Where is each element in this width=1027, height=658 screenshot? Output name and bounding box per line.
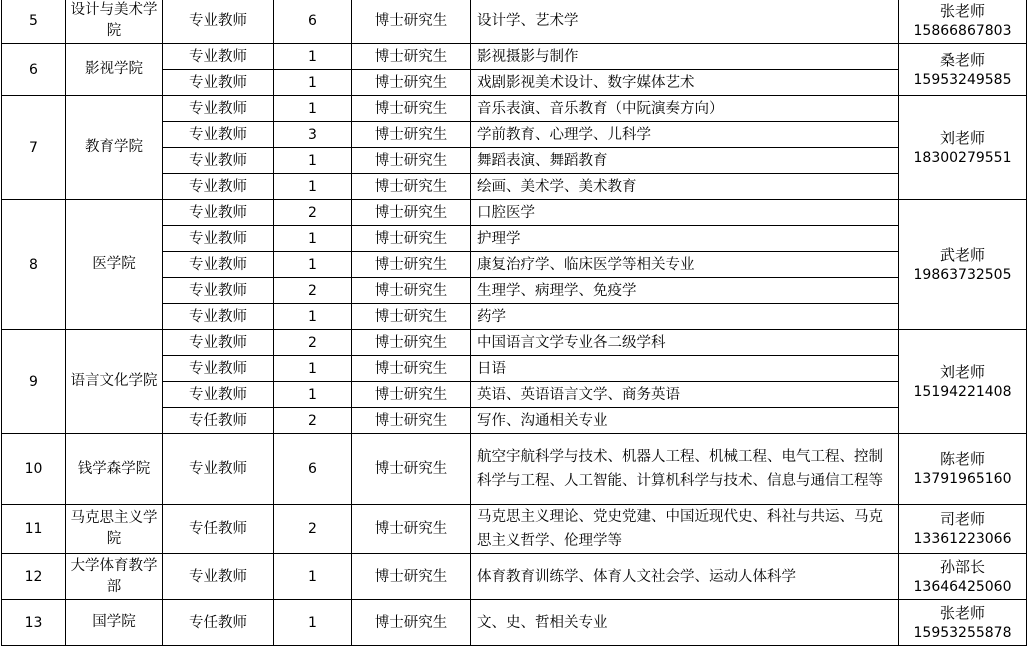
headcount-cell: 1 [274, 226, 352, 252]
major-requirement-cell: 戏剧影视美术设计、数字媒体艺术 [471, 70, 899, 96]
degree-cell: 博士研究生 [352, 600, 471, 646]
major-requirement-cell: 舞蹈表演、舞蹈教育 [471, 148, 899, 174]
department-cell: 马克思主义学院 [66, 505, 163, 554]
headcount-cell: 2 [274, 505, 352, 554]
degree-cell: 博士研究生 [352, 252, 471, 278]
table-body [2, 0, 1027, 646]
headcount-cell: 1 [274, 382, 352, 408]
position-cell: 专业教师 [163, 434, 274, 505]
department-cell: 国学院 [66, 600, 163, 646]
contact-phone: 19863732505 [913, 266, 1012, 283]
degree-cell: 博士研究生 [352, 408, 471, 434]
table-row [2, 554, 1027, 600]
serial-number-cell: 7 [2, 96, 66, 200]
degree-cell: 博士研究生 [352, 0, 471, 44]
serial-number-cell: 8 [2, 200, 66, 330]
headcount-cell: 1 [274, 252, 352, 278]
degree-cell: 博士研究生 [352, 382, 471, 408]
contact-name: 武老师 [939, 245, 985, 264]
contact-phone: 15866867803 [913, 23, 1012, 39]
major-requirement-cell: 生理学、病理学、免疫学 [471, 278, 899, 304]
contact-phone: 13791965160 [913, 471, 1012, 487]
position-cell: 专业教师 [163, 356, 274, 382]
position-cell: 专业教师 [163, 200, 274, 226]
table-row [2, 434, 1027, 505]
table-row [2, 96, 1027, 122]
major-requirement-cell: 英语、英语语言文学、商务英语 [471, 382, 899, 408]
contact-cell [899, 96, 1027, 200]
major-requirement-cell: 文、史、哲相关专业 [471, 600, 899, 646]
headcount-cell: 1 [274, 356, 352, 382]
headcount-cell: 1 [274, 554, 352, 600]
contact-phone: 15194221408 [913, 383, 1012, 400]
degree-cell: 博士研究生 [352, 174, 471, 200]
headcount-cell: 2 [274, 408, 352, 434]
contact-phone: 18300279551 [913, 149, 1012, 166]
contact-phone: 13646425060 [913, 578, 1012, 595]
contact-name: 刘老师 [939, 362, 985, 381]
department-cell: 教育学院 [66, 96, 163, 200]
major-requirement-cell: 影视摄影与制作 [471, 44, 899, 70]
headcount-cell: 6 [274, 434, 352, 505]
headcount-cell: 2 [274, 200, 352, 226]
department-cell: 设计与美术学院 [66, 0, 163, 44]
degree-cell: 博士研究生 [352, 122, 471, 148]
contact-cell [899, 0, 1027, 44]
position-cell: 专业教师 [163, 382, 274, 408]
headcount-cell: 2 [274, 278, 352, 304]
position-cell: 专业教师 [163, 226, 274, 252]
contact-cell [899, 44, 1027, 96]
major-requirement-cell: 日语 [471, 356, 899, 382]
major-requirement-cell: 体育教育训练学、体育人文社会学、运动人体科学 [471, 554, 899, 600]
degree-cell: 博士研究生 [352, 554, 471, 600]
serial-number-cell: 5 [2, 0, 66, 44]
contact-name: 桑老师 [939, 50, 985, 69]
degree-cell: 博士研究生 [352, 96, 471, 122]
contact-phone: 15953255878 [913, 624, 1012, 641]
contact-cell [899, 200, 1027, 330]
major-requirement-cell: 药学 [471, 304, 899, 330]
major-requirement-cell: 设计学、艺术学 [471, 0, 899, 44]
contact-name: 张老师 [939, 603, 985, 622]
major-requirement-cell: 马克思主义理论、党史党建、中国近现代史、科社与共运、马克思主义哲学、伦理学等 [471, 505, 899, 554]
degree-cell: 博士研究生 [352, 148, 471, 174]
major-requirement-cell: 康复治疗学、临床医学等相关专业 [471, 252, 899, 278]
degree-cell: 博士研究生 [352, 505, 471, 554]
position-cell: 专业教师 [163, 304, 274, 330]
contact-cell [899, 434, 1027, 505]
position-cell: 专业教师 [163, 330, 274, 356]
position-cell: 专业教师 [163, 148, 274, 174]
serial-number-cell: 12 [2, 554, 66, 600]
contact-cell [899, 600, 1027, 646]
department-cell: 大学体育教学部 [66, 554, 163, 600]
serial-number-cell: 9 [2, 330, 66, 434]
contact-cell [899, 505, 1027, 554]
position-cell: 专任教师 [163, 505, 274, 554]
headcount-cell: 1 [274, 44, 352, 70]
degree-cell: 博士研究生 [352, 356, 471, 382]
degree-cell: 博士研究生 [352, 226, 471, 252]
position-cell: 专任教师 [163, 408, 274, 434]
degree-cell: 博士研究生 [352, 278, 471, 304]
serial-number-cell: 10 [2, 434, 66, 505]
serial-number-cell: 13 [2, 600, 66, 646]
major-requirement-cell: 航空宇航科学与技术、机器人工程、机械工程、电气工程、控制科学与工程、人工智能、计算机科学与技术、信息与通信工程等 [471, 434, 899, 505]
headcount-cell: 1 [274, 174, 352, 200]
major-requirement-cell: 学前教育、心理学、儿科学 [471, 122, 899, 148]
position-cell: 专业教师 [163, 252, 274, 278]
serial-number-cell: 11 [2, 505, 66, 554]
table-row [2, 600, 1027, 646]
headcount-cell: 2 [274, 330, 352, 356]
department-cell: 影视学院 [66, 44, 163, 96]
department-cell: 语言文化学院 [66, 330, 163, 434]
position-cell: 专业教师 [163, 174, 274, 200]
degree-cell: 博士研究生 [352, 304, 471, 330]
major-requirement-cell: 写作、沟通相关专业 [471, 408, 899, 434]
position-cell: 专业教师 [163, 554, 274, 600]
headcount-cell: 3 [274, 122, 352, 148]
degree-cell: 博士研究生 [352, 44, 471, 70]
position-cell: 专业教师 [163, 0, 274, 44]
recruitment-table [1, 0, 1027, 646]
department-cell: 医学院 [66, 200, 163, 330]
major-requirement-cell: 绘画、美术学、美术教育 [471, 174, 899, 200]
contact-name: 刘老师 [939, 128, 985, 147]
contact-name: 孙部长 [939, 557, 985, 576]
table-row [2, 44, 1027, 70]
contact-name: 张老师 [939, 2, 985, 20]
department-cell: 钱学森学院 [66, 434, 163, 505]
position-cell: 专业教师 [163, 70, 274, 96]
contact-phone: 13361223066 [913, 531, 1012, 547]
position-cell: 专业教师 [163, 122, 274, 148]
headcount-cell: 1 [274, 96, 352, 122]
contact-name: 陈老师 [939, 450, 985, 468]
serial-number-cell: 6 [2, 44, 66, 96]
degree-cell: 博士研究生 [352, 70, 471, 96]
major-requirement-cell: 口腔医学 [471, 200, 899, 226]
major-requirement-cell: 护理学 [471, 226, 899, 252]
headcount-cell: 1 [274, 148, 352, 174]
headcount-cell: 1 [274, 70, 352, 96]
table-row [2, 0, 1027, 44]
position-cell: 专业教师 [163, 278, 274, 304]
table-row [2, 330, 1027, 356]
contact-cell [899, 330, 1027, 434]
position-cell: 专任教师 [163, 600, 274, 646]
degree-cell: 博士研究生 [352, 330, 471, 356]
major-requirement-cell: 中国语言文学专业各二级学科 [471, 330, 899, 356]
position-cell: 专业教师 [163, 44, 274, 70]
table-row [2, 505, 1027, 554]
headcount-cell: 1 [274, 304, 352, 330]
table-row [2, 200, 1027, 226]
contact-cell [899, 554, 1027, 600]
contact-name: 司老师 [939, 510, 985, 528]
position-cell: 专业教师 [163, 96, 274, 122]
major-requirement-cell: 音乐表演、音乐教育（中阮演奏方向） [471, 96, 899, 122]
contact-phone: 15953249585 [913, 71, 1012, 88]
headcount-cell: 6 [274, 0, 352, 44]
headcount-cell: 1 [274, 600, 352, 646]
degree-cell: 博士研究生 [352, 434, 471, 505]
degree-cell: 博士研究生 [352, 200, 471, 226]
